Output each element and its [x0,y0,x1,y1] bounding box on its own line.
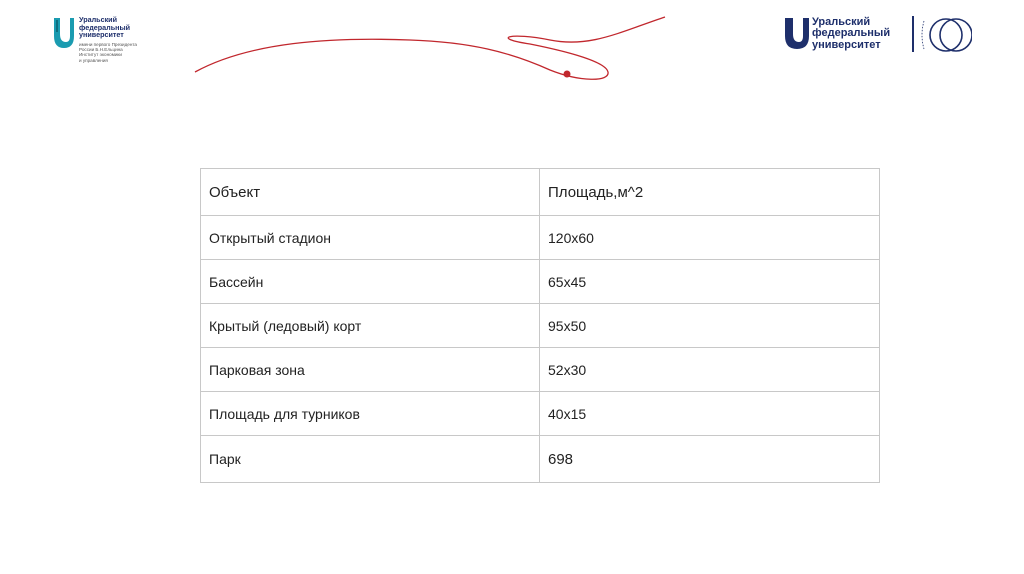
institute-name: имени первого Президента России Б.Н.Ельцина Институт экономики и управления [79,42,137,63]
area-table [200,168,880,483]
table-row [201,436,880,483]
cell-object: Площадь для турников [201,392,540,436]
cell-object: Открытый стадион [201,216,540,260]
cell-object: Бассейн [201,260,540,304]
urfu-logo-icon [52,16,76,50]
logo-left [52,16,142,68]
header-object: Объект [201,169,540,216]
cell-area: 120х60 [540,216,880,260]
cell-object: Крытый (ледовый) корт [201,304,540,348]
table-header-row [201,169,880,216]
cell-area: 40х15 [540,392,880,436]
table-row [201,348,880,392]
cell-object: Парковая зона [201,348,540,392]
cell-area: 95х50 [540,304,880,348]
cell-area: 65х45 [540,260,880,304]
logo-right [785,15,980,57]
table-row [201,304,880,348]
table-row [201,216,880,260]
urfu-logo-icon [785,16,809,50]
header-area: Площадь,м^2 [540,169,880,216]
logo-divider [912,16,914,52]
university-name: Уральский федеральный университет [79,15,131,40]
decorative-swirl [190,12,670,92]
table-row [201,392,880,436]
university-name: Уральский федеральный университет [812,16,891,51]
cell-area: 52х30 [540,348,880,392]
table-row [201,260,880,304]
seal-icon [916,15,972,55]
cell-area: 698 [540,436,880,483]
cell-object: Парк [201,436,540,483]
